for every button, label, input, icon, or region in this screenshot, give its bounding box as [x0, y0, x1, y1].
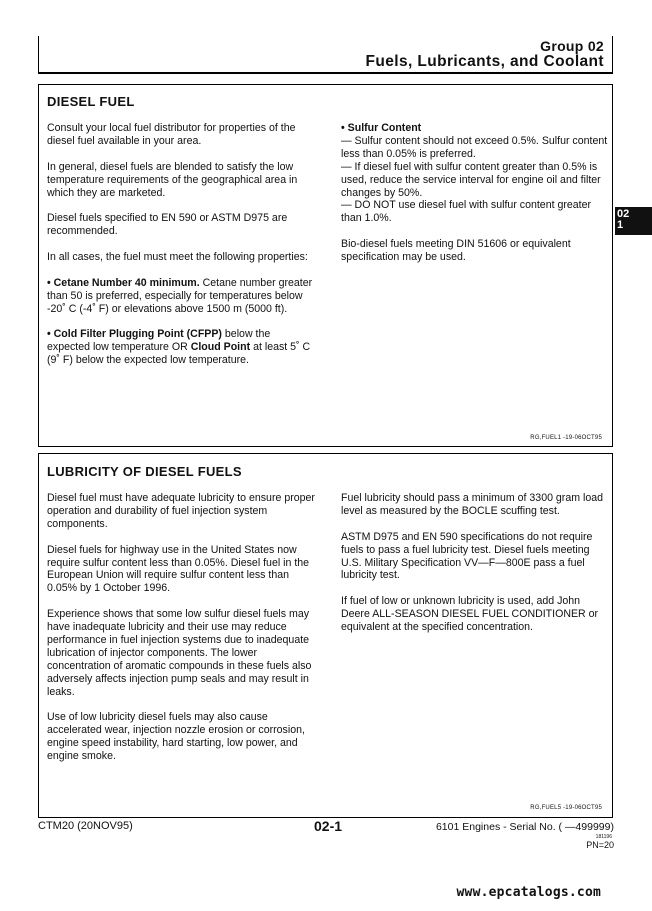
paragraph: Diesel fuel must have adequate lubricity to ensure proper operation and durability of fuel injection system components. — [47, 492, 315, 530]
section-tab — [615, 207, 652, 235]
cetane-label: • Cetane Number 40 minimum. — [47, 276, 200, 289]
header-underline — [38, 72, 613, 74]
cetane-text: Cetane number greater than 50 is preferred, especially for temperatures below -20˚ C (-4˚ F) or elevations above 1500 m (5000 ft). — [47, 276, 313, 315]
sulfur-line: — DO NOT use diesel fuel with sulfur content greater than 1.0%. — [341, 199, 592, 225]
manual-id: CTM20 (20NOV95) — [38, 820, 133, 832]
cfpp-text: below the expected low temperature OR — [47, 328, 271, 354]
header-right-rule — [612, 36, 613, 72]
sulfur-heading: • Sulfur Content — [341, 122, 422, 134]
paragraph: Consult your local fuel distributor for properties of the diesel fuel available in your area. — [47, 122, 296, 147]
watermark: www.epcatalogs.com — [456, 885, 601, 900]
pn-number: PN=20 — [586, 840, 614, 850]
diesel-fuel-right-column — [341, 122, 611, 264]
diesel-fuel-section — [38, 84, 613, 447]
cetane-bullet — [47, 277, 315, 316]
lubricity-section — [38, 453, 613, 818]
lubricity-right-column — [341, 492, 611, 634]
engine-serial: 6101 Engines - Serial No. ( —499999) — [435, 821, 614, 833]
cfpp-label: • Cold Filter Plugging Point (CFPP) — [47, 328, 222, 341]
paragraph: Fuel lubricity should pass a minimum of 3300 gram load level as measured by the BOCLE scuffing test. — [341, 492, 604, 517]
paragraph: Use of low lubricity diesel fuels may also cause accelerated wear, injection nozzle erosion or corrosion, engine speed instability, hard starting, low power, and engine smoke. — [47, 711, 305, 763]
paragraph: If fuel of low or unknown lubricity is used, add John Deere ALL-SEASON DIESEL FUEL CONDITIONER or equivalent at the specified concentration. — [341, 595, 599, 634]
reference-code: RG,FUEL1 -19-06OCT95 — [530, 435, 602, 441]
biodiesel-paragraph: Bio-diesel fuels meeting DIN 51606 or equivalent specification may be used. — [341, 238, 571, 264]
diesel-fuel-left-column — [47, 122, 315, 367]
lubricity-left-column — [47, 492, 315, 763]
paragraph: Experience shows that some low sulfur diesel fuels may have inadequate lubricity and their use may reduce performance in fuel injection systems due to inadequate lubrication of injector components. The lower concentration of aromatic compounds in these fuels also adversely affects injection pump seals and may result in leaks. — [47, 608, 312, 698]
paragraph: Diesel fuels for highway use in the United States now require sulfur content less than 0.05%. Diesel fuel in the European Union will require sulfur content less than 0.05% by 1 October 1996. — [47, 543, 310, 595]
group-label: Group 02 — [540, 38, 604, 54]
cfpp-bullet — [47, 328, 315, 367]
diesel-fuel-heading: DIESEL FUEL — [47, 94, 135, 109]
section-title: Fuels, Lubricants, and Coolant — [365, 53, 604, 70]
header-left-rule — [38, 36, 39, 72]
cloud-point-text: at least 5˚ C (9˚ F) below the expected low temperature. — [47, 341, 311, 367]
sulfur-line: — Sulfur content should not exceed 0.5%. Sulfur content less than 0.05% is preferred. — [341, 134, 608, 160]
section-tab-group: 02 — [617, 208, 630, 220]
paragraph: In all cases, the fuel must meet the following properties: — [47, 251, 308, 264]
cloud-point-label: Cloud Point — [190, 341, 251, 354]
paragraph: ASTM D975 and EN 590 specifications do not require fuels to pass a fuel lubricity test. Diesel fuels meeting U.S. Military Specification VV—F—800E pass a fuel lubricity test. — [341, 530, 593, 582]
print-date: 181196 — [595, 834, 612, 840]
section-tab-page: 1 — [617, 219, 624, 231]
reference-code: RG,FUEL5 -19-06OCT95 — [530, 805, 602, 811]
lubricity-heading: LUBRICITY OF DIESEL FUELS — [47, 464, 242, 479]
paragraph: In general, diesel fuels are blended to satisfy the low temperature requirements of the geographical area in which they are marketed. — [47, 160, 298, 199]
page-number: 02-1 — [314, 818, 343, 834]
paragraph: Diesel fuels specified to EN 590 or ASTM D975 are recommended. — [47, 212, 288, 238]
sulfur-line: — If diesel fuel with sulfur content greater than 0.5% is used, reduce the service interval for engine oil and filter changes by 50%. — [341, 160, 601, 199]
